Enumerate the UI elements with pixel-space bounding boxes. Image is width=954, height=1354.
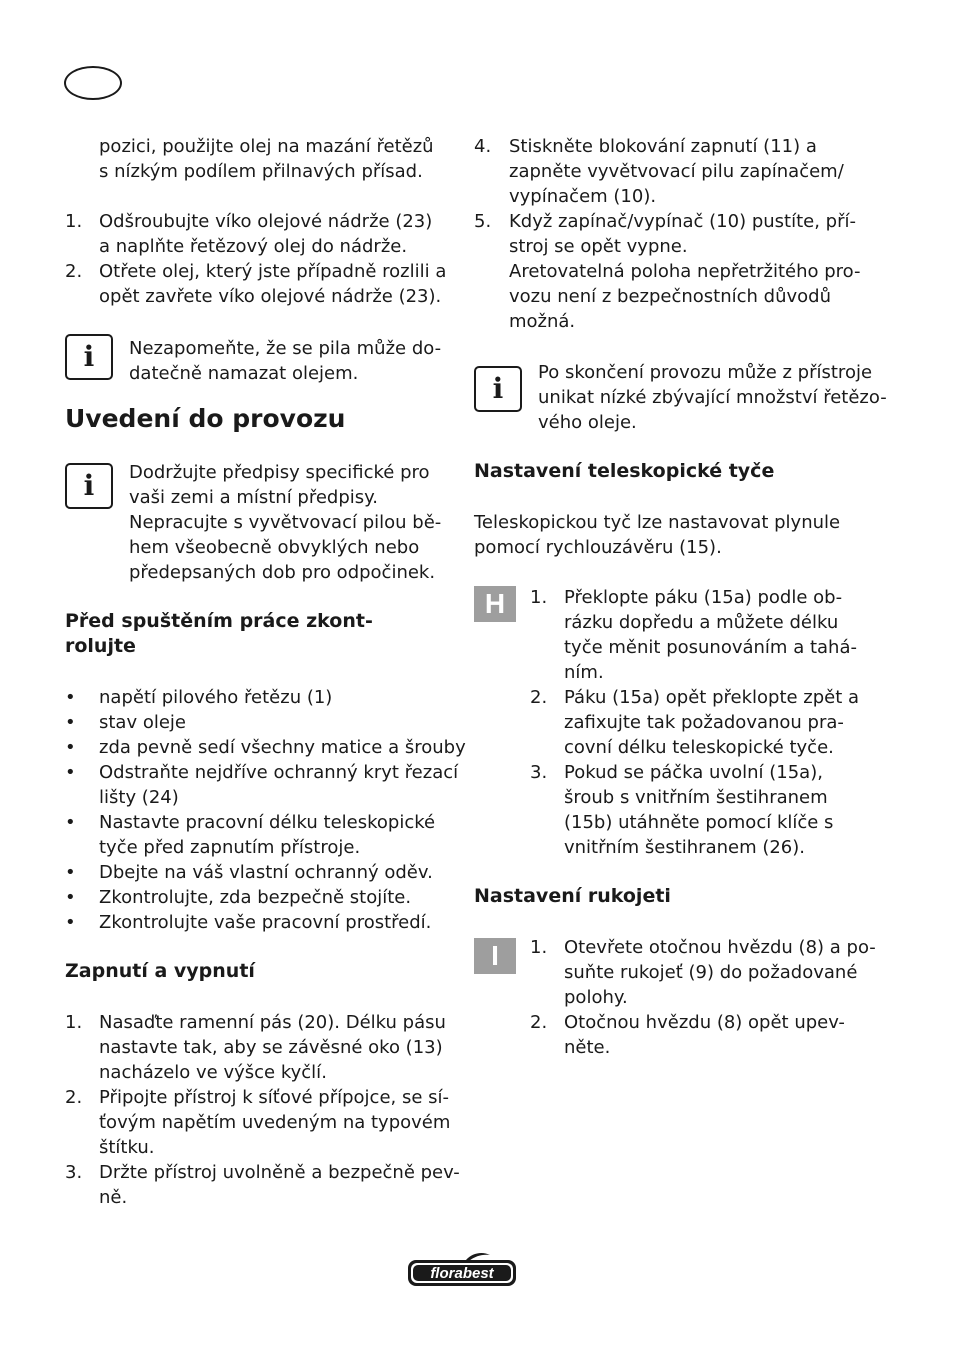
info-line: hem všeobecně obvyklých nebo	[129, 537, 420, 558]
step-line: ně.	[99, 1187, 128, 1208]
info-line: vaši zemi a místní předpisy.	[129, 487, 378, 508]
info-icon: i	[65, 334, 113, 380]
step-line: ním.	[564, 662, 604, 683]
bullet: •	[65, 887, 76, 908]
step-number: 1.	[530, 937, 548, 958]
step-number: 4.	[474, 136, 492, 157]
subheading: Nastavení teleskopické tyče	[474, 460, 775, 482]
step-number: 2.	[530, 687, 548, 708]
bullet: •	[65, 762, 76, 783]
bullet: •	[65, 812, 76, 833]
step-line: Odšroubujte víko olejové nádrže (23)	[99, 211, 433, 232]
checklist-item: stav oleje	[99, 712, 187, 733]
step-line: Otočnou hvězdu (8) opět upev-	[564, 1012, 845, 1033]
step-line: šroub s vnitřním šestihranem	[564, 787, 828, 808]
step-number: 5.	[474, 211, 492, 232]
checklist-item: Dbejte na váš vlastní ochranný oděv.	[99, 862, 433, 883]
step-line: stroj se opět vypne.	[509, 236, 688, 257]
bullet: •	[65, 862, 76, 883]
step-line: nastavte tak, aby se závěsné oko (13)	[99, 1037, 443, 1058]
step-line: rázku dopředu a můžete délku	[564, 612, 839, 633]
step-line: covní délku teleskopické tyče.	[564, 737, 834, 758]
info-line: datečně namazat olejem.	[129, 363, 359, 384]
figure-tag-i: I	[474, 938, 516, 974]
step-line: a naplňte řetězový olej do nádrže.	[99, 236, 408, 257]
info-line: Nepracujte s vyvětvovací pilou bě-	[129, 512, 442, 533]
bullet: •	[65, 687, 76, 708]
step-line: opět zavřete víko olejové nádrže (23).	[99, 286, 442, 307]
step-line: zafixujte tak požadovanou pra-	[564, 712, 844, 733]
step-line: Otevřete otočnou hvězdu (8) a po-	[564, 937, 876, 958]
paragraph-line: Teleskopickou tyč lze nastavovat plynule	[474, 512, 841, 533]
step-number: 1.	[65, 1012, 83, 1033]
step-line: Otřete olej, který jste případně rozlili a	[99, 261, 447, 282]
info-line: Dodržujte předpisy specifické pro	[129, 462, 430, 483]
checklist-item: Odstraňte nejdříve ochranný kryt řezací	[99, 762, 459, 783]
step-line: Překlopte páku (15a) podle ob-	[564, 587, 843, 608]
subheading: Zapnutí a vypnutí	[65, 960, 255, 982]
info-line: Nezapomeňte, že se pila může do-	[129, 338, 442, 359]
step-line: vypínačem (10).	[509, 186, 657, 207]
checklist-item: Zkontrolujte vaše pracovní prostředí.	[99, 912, 432, 933]
checklist-item: tyče před zapnutím přístroje.	[99, 837, 361, 858]
info-icon: i	[65, 463, 113, 509]
subheading: Před spuštěním práce zkont-	[65, 610, 373, 632]
step-number: 2.	[65, 261, 83, 282]
step-line: (15b) utáhněte pomocí klíče s	[564, 812, 834, 833]
logo-text: florabest	[430, 1265, 494, 1282]
figure-tag-h: H	[474, 586, 516, 622]
step-line: Aretovatelná poloha nepřetržitého pro-	[509, 261, 861, 282]
step-line: Připojte přístroj k síťové přípojce, se sí-	[99, 1087, 450, 1108]
checklist-item: zda pevně sedí všechny matice a šrouby	[99, 737, 466, 758]
step-line: Páku (15a) opět překlopte zpět a	[564, 687, 860, 708]
step-number: 2.	[530, 1012, 548, 1033]
step-line: štítku.	[99, 1137, 155, 1158]
bullet: •	[65, 712, 76, 733]
bullet: •	[65, 737, 76, 758]
step-number: 3.	[530, 762, 548, 783]
info-line: Po skončení provozu může z přístroje	[538, 362, 873, 383]
step-line: tyče měnit posunováním a tahá-	[564, 637, 857, 658]
subheading: rolujte	[65, 635, 136, 657]
step-line: nacházelo ve výšce kyčlí.	[99, 1062, 327, 1083]
info-icon: i	[474, 366, 522, 412]
checklist-item: lišty (24)	[99, 787, 179, 808]
step-line: polohy.	[564, 987, 628, 1008]
step-number: 3.	[65, 1162, 83, 1183]
info-line: předepsaných dob pro odpočinek.	[129, 562, 436, 583]
florabest-logo	[406, 1252, 518, 1288]
step-line: Stiskněte blokování zapnutí (11) a	[509, 136, 817, 157]
step-number: 1.	[65, 211, 83, 232]
step-line: vozu není z bezpečnostních důvodů	[509, 286, 831, 307]
info-line: vého oleje.	[538, 412, 637, 433]
paragraph-line: pomocí rychlouzávěru (15).	[474, 537, 722, 558]
subheading: Nastavení rukojeti	[474, 885, 671, 907]
step-number: 2.	[65, 1087, 83, 1108]
step-line: Držte přístroj uvolněně a bezpečně pev-	[99, 1162, 460, 1183]
step-line: Nasaďte ramenní pás (20). Délku pásu	[99, 1012, 446, 1033]
info-line: unikat nízké zbývající množství řetězo-	[538, 387, 887, 408]
intro-line: pozici, použijte olej na mazání řetězů	[99, 136, 434, 157]
step-line: zapněte vyvětvovací pilu zapínačem/	[509, 161, 844, 182]
step-line: ťovým napětím uvedeným na typovém	[99, 1112, 451, 1133]
step-line: možná.	[509, 311, 576, 332]
language-marker	[64, 66, 122, 100]
checklist-item: napětí pilového řetězu (1)	[99, 687, 333, 708]
section-heading: Uvedení do provozu	[65, 404, 346, 433]
step-number: 1.	[530, 587, 548, 608]
intro-line: s nízkým podílem přilnavých přísad.	[99, 161, 423, 182]
checklist-item: Nastavte pracovní délku teleskopické	[99, 812, 436, 833]
step-line: suňte rukojeť (9) do požadované	[564, 962, 858, 983]
bullet: •	[65, 912, 76, 933]
step-line: něte.	[564, 1037, 611, 1058]
checklist-item: Zkontrolujte, zda bezpečně stojíte.	[99, 887, 412, 908]
step-line: Pokud se páčka uvolní (15a),	[564, 762, 823, 783]
step-line: vnitřním šestihranem (26).	[564, 837, 806, 858]
step-line: Když zapínač/vypínač (10) pustíte, pří-	[509, 211, 856, 232]
